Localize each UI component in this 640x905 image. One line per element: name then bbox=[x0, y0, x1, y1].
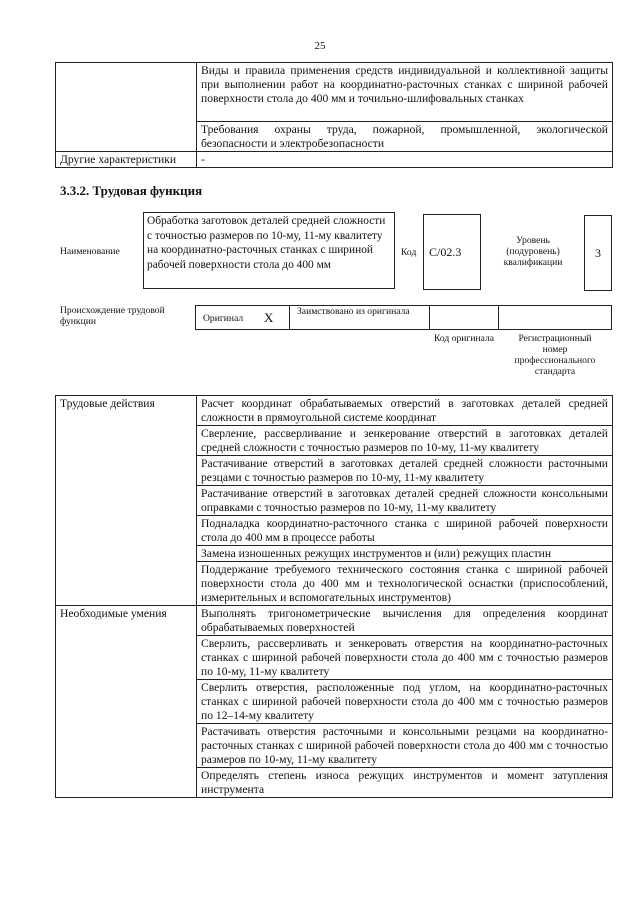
table-row bbox=[56, 122, 613, 152]
name-label: Наименование bbox=[60, 246, 120, 257]
row-text: Виды и правила применения средств индивидуальной и коллективной защиты при выполнении работ на координатно-расточных станках с шириной рабочей поверхности стола до 400 мм и точильно-шлифовальных станках bbox=[197, 63, 613, 122]
original-mark: X bbox=[264, 310, 274, 325]
table-cell: Расчет координат обрабатываемых отверстий в заготовках деталей средней сложности в прямоугольной системе координат bbox=[197, 396, 613, 426]
table-cell: Подналадка координатно-расточного станка с шириной рабочей поверхности стола до 400 мм в процессе работы bbox=[197, 516, 613, 546]
function-name-text: Обработка заготовок деталей средней сложности с точностью размеров по 10-му, 11-му квалитету на координатно-расточных станках с шириной рабочей поверхности стола до 400 мм bbox=[147, 215, 386, 271]
group-label: Необходимые умения bbox=[56, 606, 197, 798]
table-cell: Растачивание отверстий в заготовках деталей средней сложности расточными резцами с точностью размеров по 10-му, 11-му квалитету bbox=[197, 456, 613, 486]
code-value: C/02.3 bbox=[429, 245, 462, 259]
table-row bbox=[56, 63, 613, 122]
table-cell: Поддержание требуемого технического состояния станка с шириной рабочей поверхности стола до 400 мм и технологической оснастки (приспособлений, измерительных и вспомогательных инструментов) bbox=[197, 562, 613, 606]
code-label: Код bbox=[401, 247, 417, 258]
origin-cell-code bbox=[429, 305, 499, 330]
level-box bbox=[584, 215, 612, 291]
table-row bbox=[56, 152, 613, 168]
table-cell: Сверлить отверстия, расположенные под углом, на координатно-расточных станках с шириной рабочей поверхности стола до 400 мм с точностью размеров по 12–14-му квалитету bbox=[197, 680, 613, 724]
table-cell: Выполнять тригонометрические вычисления для определения координат обрабатываемых поверхностей bbox=[197, 606, 613, 636]
main-table bbox=[55, 395, 613, 798]
code-box bbox=[423, 214, 481, 290]
table-cell: Сверление, рассверливание и зенкерование отверстий в заготовках деталей средней сложности с точностью размеров по 10-му, 11-му квалитету bbox=[197, 426, 613, 456]
group-label: Трудовые действия bbox=[56, 396, 197, 606]
table-cell: Растачивать отверстия расточными и консольными резцами на координатно-расточных станках с шириной рабочей поверхности стола до 400 мм с точностью размеров по 10-му, 11-му квалитету bbox=[197, 724, 613, 768]
page-number: 25 bbox=[314, 40, 326, 52]
original-label: Оригинал bbox=[203, 313, 244, 324]
row-label bbox=[56, 63, 197, 122]
table-row bbox=[56, 396, 613, 426]
function-name-box bbox=[143, 212, 395, 289]
top-table bbox=[55, 62, 613, 168]
level-label: Уровень (подуровень) квалификации bbox=[503, 235, 563, 268]
section-title: 3.3.2. Трудовая функция bbox=[60, 183, 203, 198]
row-text: Требования охраны труда, пожарной, промышленной, экологической безопасности и электробезопасности bbox=[197, 122, 613, 152]
row-label bbox=[56, 122, 197, 152]
table-cell: Определять степень износа режущих инструментов и момент затупления инструмента bbox=[197, 768, 613, 798]
level-value: 3 bbox=[595, 246, 601, 260]
table-cell: Замена изношенных режущих инструментов и (или) режущих пластин bbox=[197, 546, 613, 562]
row-label: Другие характеристики bbox=[56, 152, 197, 168]
table-row bbox=[56, 606, 613, 636]
borrowed-label: Заимствовано из оригинала bbox=[297, 306, 410, 317]
origin-label: Происхождение трудовой функции bbox=[60, 305, 165, 327]
reg-number-label: Регистрационный номер профессионального стандарта bbox=[514, 333, 596, 377]
code-original-label: Код оригинала bbox=[433, 333, 495, 344]
row-text: - bbox=[197, 152, 613, 168]
table-cell: Растачивание отверстий в заготовках деталей средней сложности консольными оправками с точностью размеров по 10-му, 11-му квалитету bbox=[197, 486, 613, 516]
table-cell: Сверлить, рассверливать и зенкеровать отверстия на координатно-расточных станках с шириной рабочей поверхности стола до 400 мм с точностью размеров по 10-му, 11-му квалитету bbox=[197, 636, 613, 680]
